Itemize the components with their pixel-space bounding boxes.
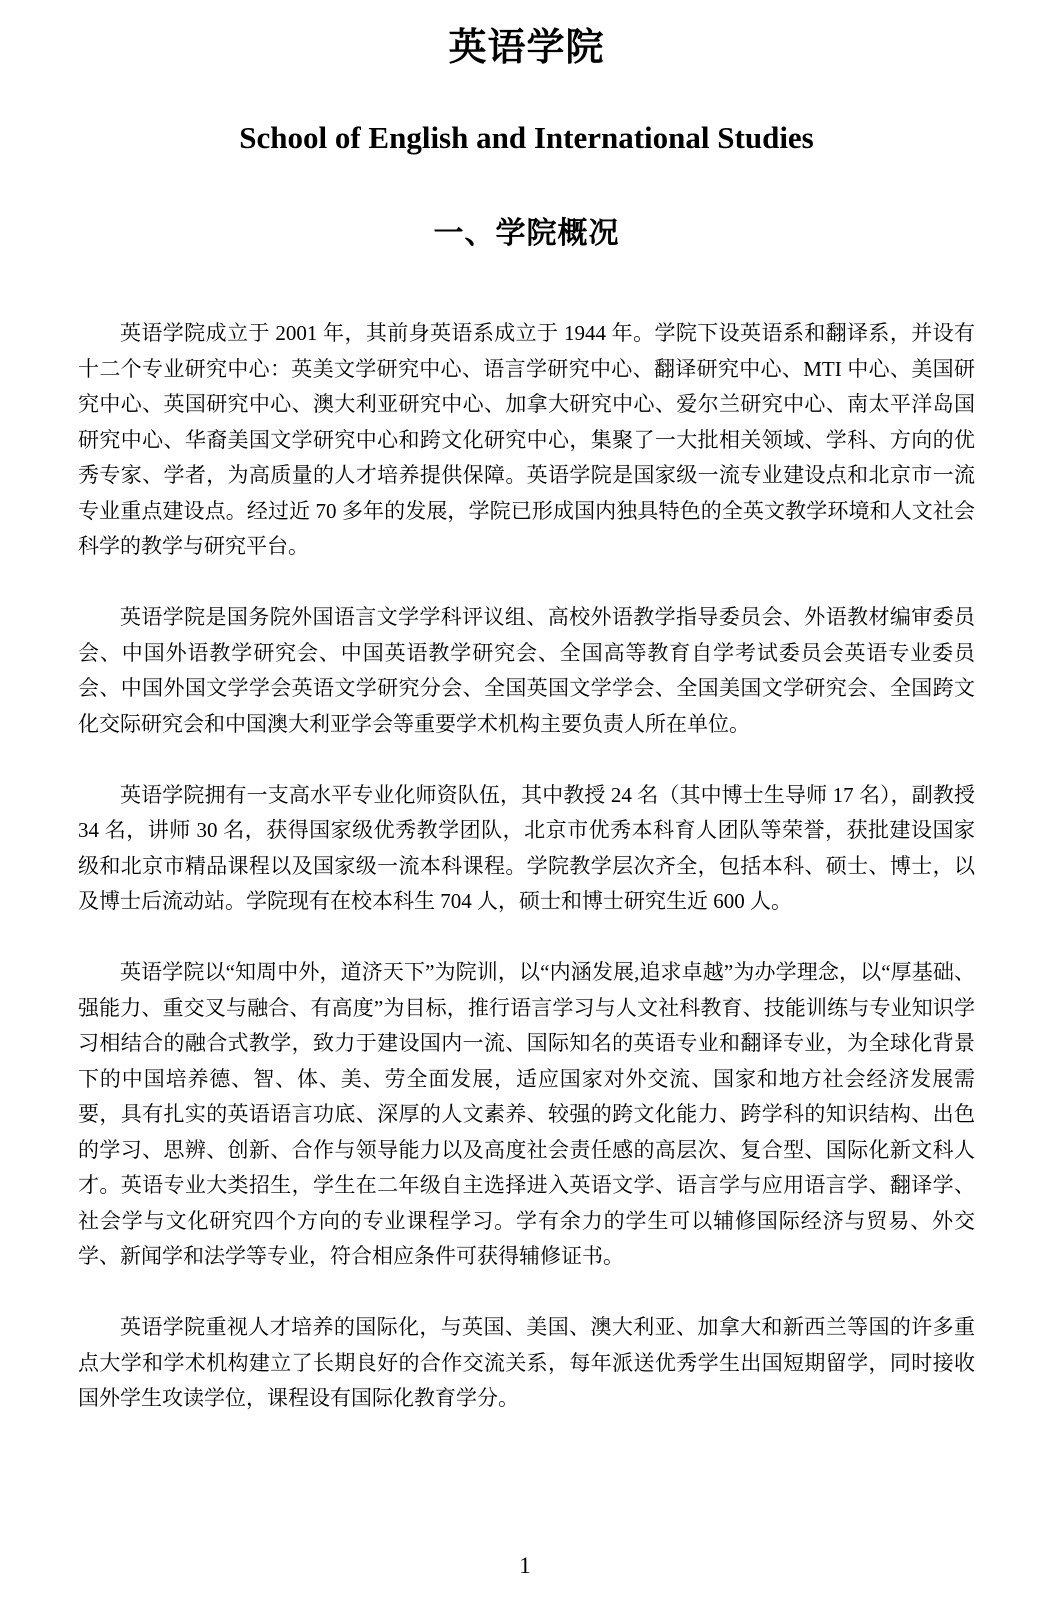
section-heading: 一、学院概况 [433, 217, 620, 250]
paragraph-faculty-students: 英语学院拥有一支高水平专业化师资队伍，其中教授 24 名（其中博士生导师 17 名），副教授 34 名，讲师 30 名，获得国家级优秀教学团队，北京市优秀本科育人团队等荣誉，获批建设国家级和北京市精品课程以及国家级一流本科课程。学院教学层次齐全，包括本科、硕士、博士，以及博士后流动站。学院现有在校本科生 704 人，硕士和博士研究生近 600 人。 [78, 782, 975, 913]
page-title-english: School of English and International Studies [239, 120, 814, 155]
paragraph-motto-training: 英语学院以“知周中外，道济天下”为院训，以“内涵发展,追求卓越”为办学理念，以“厚基础、强能力、重交叉与融合、有高度”为目标，推行语言学习与人文社科教育、技能训练与专业知识学习相结合的融合式教学，致力于建设国内一流、国际知名的英语专业和翻译专业，为全球化背景下的中国培养德、智、体、美、劳全面发展，适应国家对外交流、国家和地方社会经济发展需要，具有扎实的英语语言功底、深厚的人文素养、较强的跨文化能力、跨学科的知识结构、出色的学习、思辨、创新、合作与领导能力以及高度社会责任感的高层次、复合型、国际化新文科人才。英语专业大类招生，学生在二年级自主选择进入英语文学、语言学与应用语言学、翻译学、社会学与文化研究四个方向的专业课程学习。学有余力的学生可以辅修国际经济与贸易、外交学、新闻学和法学等专业，符合相应条件可获得辅修证书。 [78, 960, 975, 1268]
body-text [78, 316, 975, 1417]
paragraph-academic-organizations: 英语学院是国务院外国语言文学学科评议组、高校外语教学指导委员会、外语教材编审委员会、中国外语教学研究会、中国英语教学研究会、全国高等教育自学考试委员会英语专业委员会、中国外国文学学会英语文学研究分会、全国英国文学学会、全国美国文学研究会、全国跨文化交际研究会和中国澳大利亚学会等重要学术机构主要负责人所在单位。 [78, 605, 975, 736]
page-number: 1 [519, 1553, 531, 1578]
document-content [78, 28, 975, 1417]
paragraph-internationalization: 英语学院重视人才培养的国际化，与英国、美国、澳大利亚、加拿大和新西兰等国的许多重点大学和学术机构建立了长期良好的合作交流关系，每年派送优秀学生出国短期留学，同时接收国外学生攻读学位，课程设有国际化教育学分。 [78, 1315, 975, 1410]
paragraph-overview-history: 英语学院成立于 2001 年，其前身英语系成立于 1944 年。学院下设英语系和翻译系，并设有十二个专业研究中心：英美文学研究中心、语言学研究中心、翻译研究中心、MTI 中心、美国研究中心、英国研究中心、澳大利亚研究中心、加拿大研究中心、爱尔兰研究中心、南太平洋岛国研究中心、华裔美国文学研究中心和跨文化研究中心，集聚了一大批相关领域、学科、方向的优秀专家、学者，为高质量的人才培养提供保障。英语学院是国家级一流专业建设点和北京市一流专业重点建设点。经过近 70 多年的发展，学院已形成国内独具特色的全英文教学环境和人文社会科学的教学与研究平台。 [78, 321, 975, 558]
page-title-chinese: 英语学院 [448, 27, 605, 69]
